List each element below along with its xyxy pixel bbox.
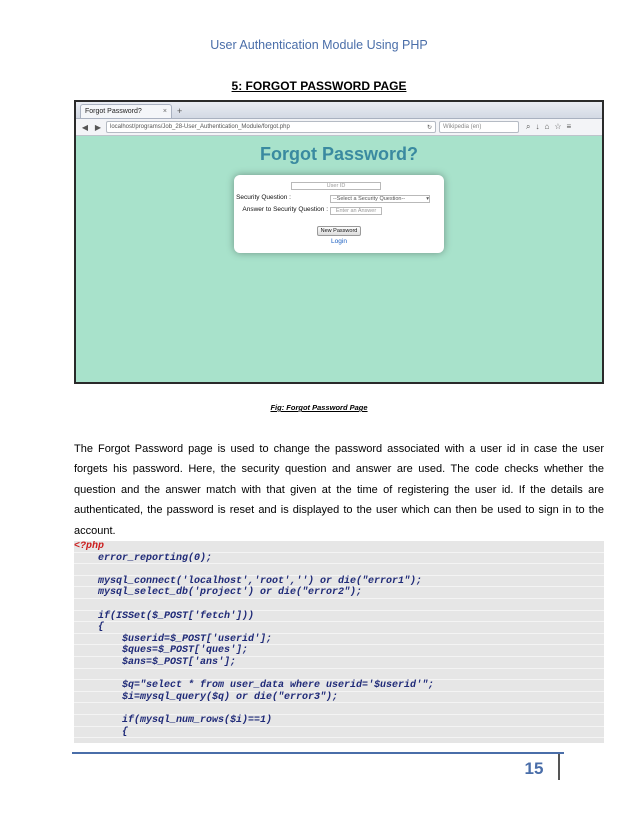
code-line: $q="select * from user_data where userid='$userid'"; <box>74 680 604 692</box>
code-line: $userid=$_POST['userid']; <box>74 634 604 646</box>
web-page-area <box>76 137 602 384</box>
code-line: mysql_connect('localhost','root','') or die("error1"); <box>74 576 604 588</box>
new-tab-icon[interactable]: + <box>177 106 183 116</box>
back-icon[interactable]: ◀ <box>81 122 89 132</box>
toolbar-icons <box>526 122 571 132</box>
code-line: $ans=$_POST['ans']; <box>74 657 604 669</box>
page-number-bar <box>558 754 560 780</box>
section-title: 5: FORGOT PASSWORD PAGE <box>231 79 407 93</box>
address-bar[interactable] <box>106 121 436 133</box>
answer-label: Answer to Security Question : <box>242 206 328 213</box>
browser-nav-bar <box>76 119 602 136</box>
security-question-select[interactable] <box>330 195 430 203</box>
code-block <box>74 541 604 743</box>
code-line <box>74 703 604 715</box>
browser-tab-title: Forgot Password? <box>85 108 142 115</box>
code-line <box>74 599 604 611</box>
search-bar[interactable] <box>439 121 519 133</box>
running-header: User Authentication Module Using PHP <box>210 38 428 52</box>
forward-icon[interactable]: ▶ <box>94 122 102 132</box>
footer-divider <box>72 752 564 754</box>
new-password-button[interactable]: New Password <box>317 226 361 236</box>
code-line: if(ISSet($_POST['fetch'])) <box>74 611 604 623</box>
forgot-password-form <box>234 175 444 253</box>
security-question-value: --Select a Security Question-- <box>333 196 406 202</box>
code-line: { <box>74 622 604 634</box>
user-id-input[interactable]: User ID <box>291 182 381 190</box>
code-line: $ques=$_POST['ques']; <box>74 645 604 657</box>
download-icon[interactable]: ↓ <box>535 122 540 131</box>
code-line: $i=mysql_query($q) or die("error3"); <box>74 692 604 704</box>
code-line: error_reporting(0); <box>74 553 604 565</box>
figure-caption: Fig: Forgot Password Page <box>270 403 368 412</box>
reload-icon[interactable]: ↻ <box>426 124 432 131</box>
code-line: if(mysql_num_rows($i)==1) <box>74 715 604 727</box>
bookmark-star-icon[interactable]: ☆ <box>554 122 562 131</box>
code-line: { <box>74 727 604 739</box>
answer-input[interactable]: Enter an Answer <box>330 207 382 215</box>
screenshot-figure <box>74 100 604 384</box>
browser-tab-bar <box>76 102 602 119</box>
login-link[interactable]: Login <box>331 238 347 245</box>
forgot-password-heading: Forgot Password? <box>259 144 418 164</box>
menu-icon[interactable]: ≡ <box>566 122 572 131</box>
code-line <box>74 669 604 681</box>
close-icon[interactable]: × <box>162 108 167 115</box>
browser-tab[interactable] <box>80 104 172 118</box>
security-question-label: Security Question : <box>236 194 291 201</box>
home-icon[interactable]: ⌂ <box>544 122 550 131</box>
page-number: 15 <box>524 759 544 778</box>
body-paragraph: The Forgot Password page is used to change the password associated with a user id in case the user forgets his password. Here, the security question and answer are used. The code checks whether the question and the answer match with that given at the time of registering the user id. If the details are authenticated, the password is reset and is displayed to the user which can then be used to sign in to the account. <box>74 443 604 537</box>
url-text: localhost/programs/Job_28-User_Authentication_Module/forgot.php <box>110 124 290 130</box>
code-line <box>74 564 604 576</box>
code-line: mysql_select_db('project') or die("error2"); <box>74 587 604 599</box>
code-line: <?php <box>74 541 604 553</box>
search-engine-text: Wikipedia (en) <box>443 124 482 130</box>
search-icon[interactable]: ⌕ <box>526 122 531 131</box>
chevron-down-icon: ▾ <box>426 196 429 202</box>
